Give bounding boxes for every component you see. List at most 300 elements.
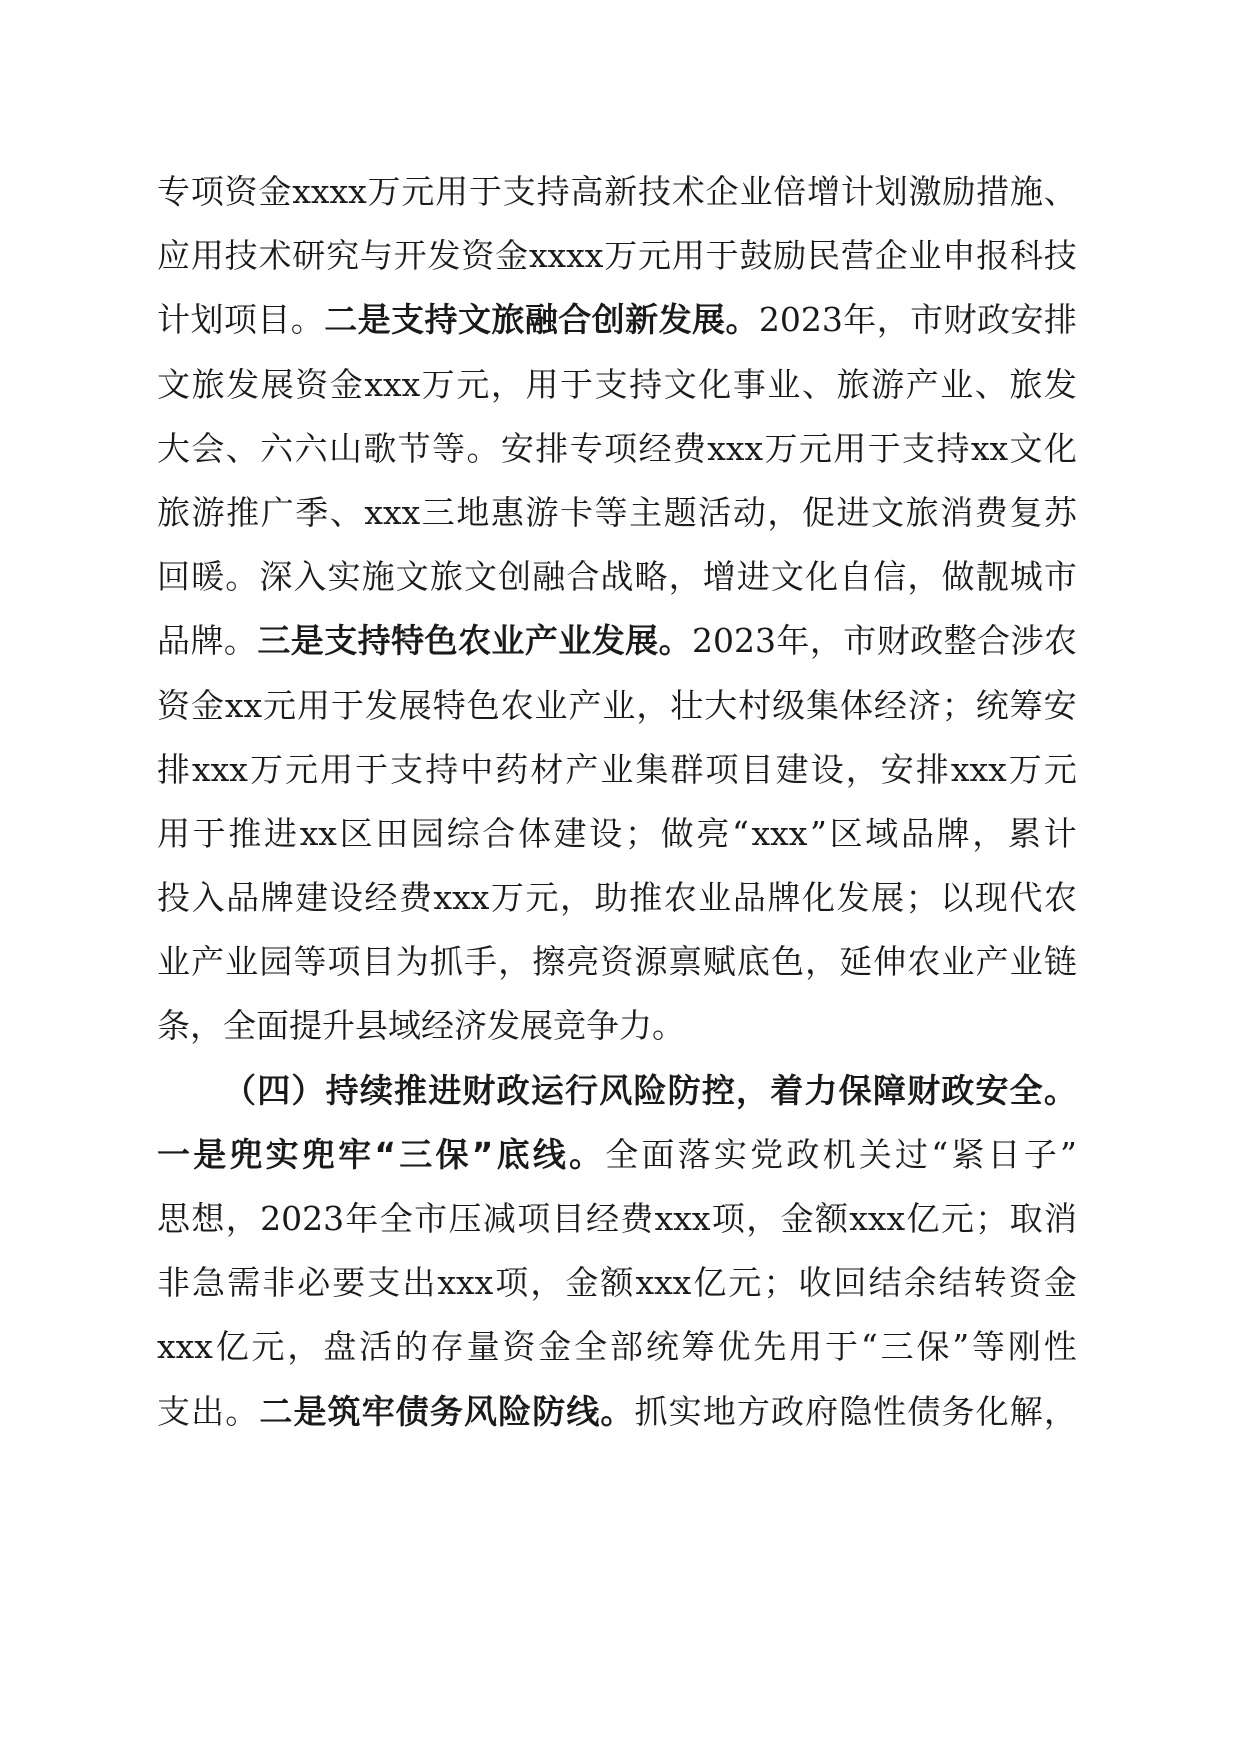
glyph: 业: [558, 621, 592, 661]
glyph: 累: [1007, 813, 1041, 853]
glyph: 地: [702, 1391, 736, 1431]
glyph: 全: [379, 1199, 413, 1238]
glyph: ）: [291, 1070, 325, 1110]
glyph: 排: [915, 749, 949, 789]
glyph: 歌: [363, 428, 397, 468]
glyph: 济: [454, 1006, 487, 1046]
glyph: ，: [972, 813, 1006, 853]
glyph: 安: [880, 749, 914, 789]
glyph: 万: [249, 749, 283, 789]
glyph: 非: [157, 1263, 190, 1303]
glyph: 年: [345, 1199, 379, 1238]
glyph: 防: [667, 1070, 701, 1110]
text-line: [157, 738, 1077, 802]
glyph: 结: [938, 1263, 972, 1303]
glyph: 2023: [260, 1199, 345, 1238]
glyph: 综: [446, 813, 480, 853]
glyph: ；: [941, 685, 975, 725]
glyph: 元: [940, 1199, 974, 1238]
glyph: 做: [941, 557, 975, 597]
glyph: 资: [502, 1327, 536, 1367]
glyph: 县: [355, 1006, 388, 1046]
glyph: 励: [942, 172, 976, 211]
glyph: 额: [814, 1199, 848, 1238]
glyph: 活: [359, 1327, 393, 1367]
glyph: 2023: [692, 621, 776, 661]
glyph: 业: [1009, 942, 1043, 982]
glyph: 略: [634, 557, 668, 597]
glyph: 赋: [702, 942, 736, 982]
glyph: 财: [876, 621, 910, 661]
glyph: 推: [226, 492, 260, 532]
glyph: 区: [829, 813, 863, 853]
glyph: 牢: [338, 1134, 372, 1174]
glyph: 融: [532, 557, 566, 597]
glyph: 性: [1043, 1327, 1077, 1367]
glyph: 金: [495, 236, 529, 276]
glyph: 资: [1008, 1263, 1042, 1303]
glyph: 支: [594, 364, 628, 404]
glyph: 创: [591, 300, 625, 340]
glyph: 活: [698, 492, 732, 532]
glyph: 。: [223, 621, 257, 661]
glyph: 农: [907, 942, 941, 982]
glyph: 先: [753, 1327, 787, 1367]
glyph: 合: [482, 813, 516, 853]
glyph: 展: [398, 685, 432, 725]
glyph: 文: [770, 557, 804, 597]
glyph: 政: [786, 1134, 820, 1174]
glyph: 金: [1043, 1263, 1077, 1303]
glyph: 年: [843, 300, 877, 340]
glyph: ，: [907, 557, 941, 597]
glyph: 伸: [873, 942, 907, 982]
glyph: 研: [292, 236, 326, 276]
glyph: 兜: [301, 1134, 335, 1174]
glyph: 文: [663, 364, 697, 404]
glyph: 苏: [1043, 492, 1077, 532]
glyph: 促: [801, 492, 835, 532]
glyph: 、: [801, 364, 835, 404]
glyph: 发: [836, 878, 870, 918]
glyph: 、: [974, 364, 1008, 404]
glyph: 企: [705, 172, 739, 211]
glyph: xxx: [635, 1263, 692, 1303]
glyph: 技: [1043, 236, 1077, 276]
text-line: [157, 1123, 1077, 1187]
glyph: 债: [907, 1391, 941, 1431]
glyph: 性: [873, 1391, 907, 1431]
body-text: [157, 160, 1077, 1444]
glyph: 支: [367, 1263, 401, 1303]
glyph: 运: [530, 1070, 564, 1110]
glyph: 是: [293, 1391, 327, 1431]
glyph: ，: [530, 1263, 564, 1303]
glyph: 费: [398, 878, 432, 918]
glyph: 文: [463, 557, 497, 597]
glyph: 牌: [767, 878, 801, 918]
glyph: 筑: [327, 1391, 361, 1431]
glyph: 兜: [229, 1134, 263, 1174]
glyph: 材: [530, 749, 564, 789]
glyph: 技: [638, 172, 672, 211]
glyph: 安: [500, 428, 534, 468]
glyph: 专: [157, 172, 190, 211]
glyph: ，: [560, 878, 594, 918]
glyph: 元: [638, 236, 672, 276]
glyph: 是: [357, 300, 391, 340]
glyph: 三: [880, 1327, 914, 1367]
glyph: xxx: [433, 878, 490, 918]
glyph: ，: [1043, 1391, 1077, 1431]
glyph: 党: [750, 1134, 784, 1174]
glyph: 品: [900, 813, 934, 853]
glyph: 区: [339, 813, 373, 853]
glyph: 三: [257, 621, 291, 661]
glyph: 与: [359, 236, 393, 276]
glyph: ，: [876, 300, 910, 340]
glyph: 政: [977, 300, 1011, 340]
text-line: [157, 1187, 1077, 1251]
glyph: 障: [872, 1070, 906, 1110]
glyph: 术: [671, 172, 705, 211]
glyph: 转: [973, 1263, 1007, 1303]
glyph: 山: [328, 428, 362, 468]
glyph: 全: [605, 1134, 639, 1174]
glyph: 进: [836, 492, 870, 532]
glyph: 紧: [951, 1134, 985, 1174]
glyph: 持: [425, 749, 459, 789]
glyph: 业: [600, 749, 634, 789]
glyph: 经: [421, 1006, 454, 1046]
glyph: 统: [645, 1327, 679, 1367]
glyph: 是: [290, 621, 324, 661]
glyph: 出: [191, 1391, 225, 1431]
glyph: 建: [553, 813, 587, 853]
glyph: 域: [388, 1006, 421, 1046]
glyph: 政: [941, 1070, 975, 1110]
glyph: 体: [517, 813, 551, 853]
glyph: 主: [629, 492, 663, 532]
glyph: ，: [668, 557, 702, 597]
glyph: 日: [987, 1134, 1021, 1174]
glyph: 条: [157, 1006, 190, 1046]
glyph: 业: [908, 236, 942, 276]
glyph: 府: [805, 1391, 839, 1431]
glyph: 。: [225, 1391, 259, 1431]
glyph: 合: [566, 557, 600, 597]
glyph: ，: [490, 364, 524, 404]
glyph: 设: [810, 749, 844, 789]
glyph: 施: [361, 557, 395, 597]
glyph: 励: [773, 236, 807, 276]
glyph: ；: [763, 1263, 797, 1303]
glyph: 文: [1009, 428, 1043, 468]
glyph: 用: [435, 172, 469, 211]
glyph: 体: [839, 685, 873, 725]
glyph: 资: [157, 685, 190, 725]
glyph: 品: [732, 878, 766, 918]
glyph: 文: [157, 364, 190, 404]
glyph: 域: [865, 813, 899, 853]
glyph: 控: [701, 1070, 735, 1110]
glyph: 项: [705, 749, 739, 789]
glyph: 保: [435, 1134, 469, 1174]
glyph: 推: [394, 1070, 428, 1110]
glyph: 政: [770, 1391, 804, 1431]
glyph: 支: [391, 300, 425, 340]
glyph: 支: [157, 1391, 190, 1431]
glyph: 大: [704, 685, 738, 725]
glyph: 产: [191, 942, 225, 982]
glyph: 申: [942, 236, 976, 276]
glyph: ，: [809, 621, 843, 661]
glyph: 机: [822, 1134, 856, 1174]
glyph: ，: [225, 1199, 259, 1238]
glyph: 金: [780, 1199, 814, 1238]
text-line: [157, 994, 1077, 1058]
glyph: 元: [401, 172, 435, 211]
glyph: 结: [868, 1263, 902, 1303]
glyph: 务: [941, 1391, 975, 1431]
glyph: 战: [600, 557, 634, 597]
glyph: 全: [223, 1006, 256, 1046]
glyph: 方: [736, 1391, 770, 1431]
glyph: 新: [604, 172, 638, 211]
glyph: 计: [840, 172, 874, 211]
glyph: 经: [638, 428, 672, 468]
glyph: 自: [839, 557, 873, 597]
glyph: 广: [260, 492, 294, 532]
glyph: 资: [224, 172, 258, 211]
glyph: 亿: [215, 1327, 249, 1367]
glyph: 创: [498, 557, 532, 597]
glyph: 力: [804, 1070, 838, 1110]
glyph: 中: [460, 749, 494, 789]
glyph: 市: [1043, 557, 1077, 597]
glyph: 部: [609, 1327, 643, 1367]
glyph: 农: [457, 621, 491, 661]
glyph: 支: [324, 621, 358, 661]
glyph: 经: [873, 685, 907, 725]
glyph: 园: [259, 942, 293, 982]
glyph: 特: [432, 685, 466, 725]
glyph: 持: [936, 428, 970, 468]
glyph: 、: [225, 428, 259, 468]
glyph: 争: [586, 1006, 619, 1046]
glyph: 筹: [1009, 685, 1043, 725]
glyph: 究: [326, 236, 360, 276]
glyph: 。: [290, 300, 324, 340]
glyph: 持: [629, 364, 663, 404]
glyph: xxx: [364, 364, 421, 404]
glyph: 元: [798, 428, 832, 468]
glyph: 存: [430, 1327, 464, 1367]
glyph: 目: [551, 1199, 585, 1238]
glyph: 市: [910, 300, 944, 340]
glyph: 展: [692, 300, 725, 340]
glyph: 新: [625, 300, 659, 340]
glyph: （: [223, 1070, 256, 1110]
glyph: 市: [843, 621, 877, 661]
glyph: 激: [908, 172, 942, 211]
glyph: 支: [902, 428, 936, 468]
glyph: 涉: [1010, 621, 1044, 661]
glyph: 。: [569, 1134, 603, 1174]
glyph: 会: [191, 428, 225, 468]
glyph: 线: [532, 1134, 566, 1174]
text-line: [157, 866, 1077, 930]
glyph: 设: [589, 813, 623, 853]
text-line: [157, 1059, 1077, 1123]
glyph: 项: [711, 1199, 745, 1238]
glyph: xxx: [707, 428, 764, 468]
glyph: 经: [364, 878, 398, 918]
text-line: [157, 930, 1077, 994]
glyph: 做: [660, 813, 694, 853]
glyph: 政: [496, 1070, 530, 1110]
glyph: 二: [259, 1391, 293, 1431]
glyph: 金: [258, 172, 292, 211]
glyph: 文: [395, 557, 429, 597]
glyph: 资: [295, 364, 329, 404]
glyph: 农: [663, 878, 697, 918]
glyph: 入: [191, 878, 225, 918]
glyph: 元: [263, 685, 297, 725]
glyph: 一: [157, 1134, 190, 1174]
glyph: 游: [191, 492, 225, 532]
glyph: 现: [974, 878, 1008, 918]
glyph: 支: [502, 172, 536, 211]
glyph: 划: [874, 172, 908, 211]
glyph: xx: [224, 685, 263, 725]
glyph: 用: [525, 364, 559, 404]
glyph: 持: [325, 1070, 359, 1110]
glyph: 回: [833, 1263, 867, 1303]
glyph: 题: [663, 492, 697, 532]
glyph: 要: [332, 1263, 366, 1303]
glyph: 信: [873, 557, 907, 597]
glyph: 延: [839, 942, 873, 982]
glyph: 复: [1009, 492, 1043, 532]
glyph: “: [731, 813, 749, 853]
glyph: 助: [594, 878, 628, 918]
glyph: 费: [672, 428, 706, 468]
glyph: 等: [293, 942, 327, 982]
glyph: 鼓: [739, 236, 773, 276]
glyph: 持: [357, 621, 391, 661]
glyph: ”: [1059, 1134, 1077, 1174]
glyph: 旅: [1009, 364, 1043, 404]
glyph: 专: [569, 428, 603, 468]
glyph: 防: [532, 1391, 566, 1431]
glyph: 金: [329, 364, 363, 404]
glyph: ，: [190, 1006, 223, 1046]
glyph: 节: [397, 428, 431, 468]
glyph: 取: [1009, 1199, 1043, 1238]
glyph: 发: [226, 364, 260, 404]
glyph: 发: [658, 300, 692, 340]
glyph: 元: [525, 878, 559, 918]
glyph: 实: [327, 557, 361, 597]
glyph: 六: [294, 428, 328, 468]
glyph: 旅: [429, 557, 463, 597]
glyph: 风: [599, 1070, 633, 1110]
glyph: 项: [495, 1263, 529, 1303]
glyph: 子: [1023, 1134, 1057, 1174]
glyph: 营: [840, 236, 874, 276]
glyph: xx: [299, 813, 337, 853]
glyph: ，: [498, 942, 532, 982]
glyph: 亿: [906, 1199, 940, 1238]
glyph: 安: [1010, 300, 1044, 340]
glyph: 是: [193, 1134, 227, 1174]
glyph: 代: [1009, 878, 1043, 918]
glyph: 展: [625, 621, 659, 661]
glyph: 增: [702, 557, 736, 597]
glyph: ”: [471, 1134, 494, 1174]
glyph: 用: [671, 236, 705, 276]
glyph: 技: [224, 236, 258, 276]
glyph: 建: [295, 878, 329, 918]
text-line: [157, 545, 1077, 609]
glyph: 、: [1043, 172, 1077, 211]
glyph: 产: [905, 364, 939, 404]
glyph: 产: [975, 942, 1009, 982]
glyph: 集: [806, 685, 840, 725]
glyph: 底: [736, 942, 770, 982]
glyph: 计: [157, 300, 190, 340]
text-line: [157, 609, 1077, 673]
glyph: xxx: [751, 813, 808, 853]
glyph: 。: [1043, 1070, 1077, 1110]
glyph: 级: [772, 685, 806, 725]
text-line: [157, 802, 1077, 866]
glyph: 业: [739, 172, 773, 211]
glyph: 抓: [429, 942, 463, 982]
glyph: 万: [367, 172, 401, 211]
glyph: 旅: [836, 364, 870, 404]
glyph: 元: [456, 364, 490, 404]
glyph: 色: [424, 621, 458, 661]
glyph: 出: [402, 1263, 436, 1303]
glyph: ；: [624, 813, 658, 853]
glyph: 用: [833, 428, 867, 468]
glyph: 急: [192, 1263, 226, 1303]
glyph: 经: [585, 1199, 619, 1238]
glyph: xxx: [157, 1327, 213, 1367]
glyph: 险: [498, 1391, 532, 1431]
glyph: “: [374, 1134, 397, 1174]
glyph: 药: [495, 749, 529, 789]
glyph: ，: [767, 492, 801, 532]
glyph: 全: [1009, 1070, 1043, 1110]
glyph: 。: [466, 428, 500, 468]
glyph: xxx: [950, 749, 1007, 789]
glyph: 品: [226, 878, 260, 918]
glyph: 文: [457, 300, 491, 340]
glyph: 统: [975, 685, 1009, 725]
glyph: 财: [462, 1070, 496, 1110]
glyph: 展: [871, 878, 905, 918]
text-line: [157, 224, 1077, 288]
glyph: ，: [845, 749, 879, 789]
glyph: 。: [600, 1391, 634, 1431]
glyph: 持: [424, 300, 458, 340]
glyph: 季: [295, 492, 329, 532]
glyph: 旅: [191, 364, 225, 404]
glyph: 游: [871, 364, 905, 404]
